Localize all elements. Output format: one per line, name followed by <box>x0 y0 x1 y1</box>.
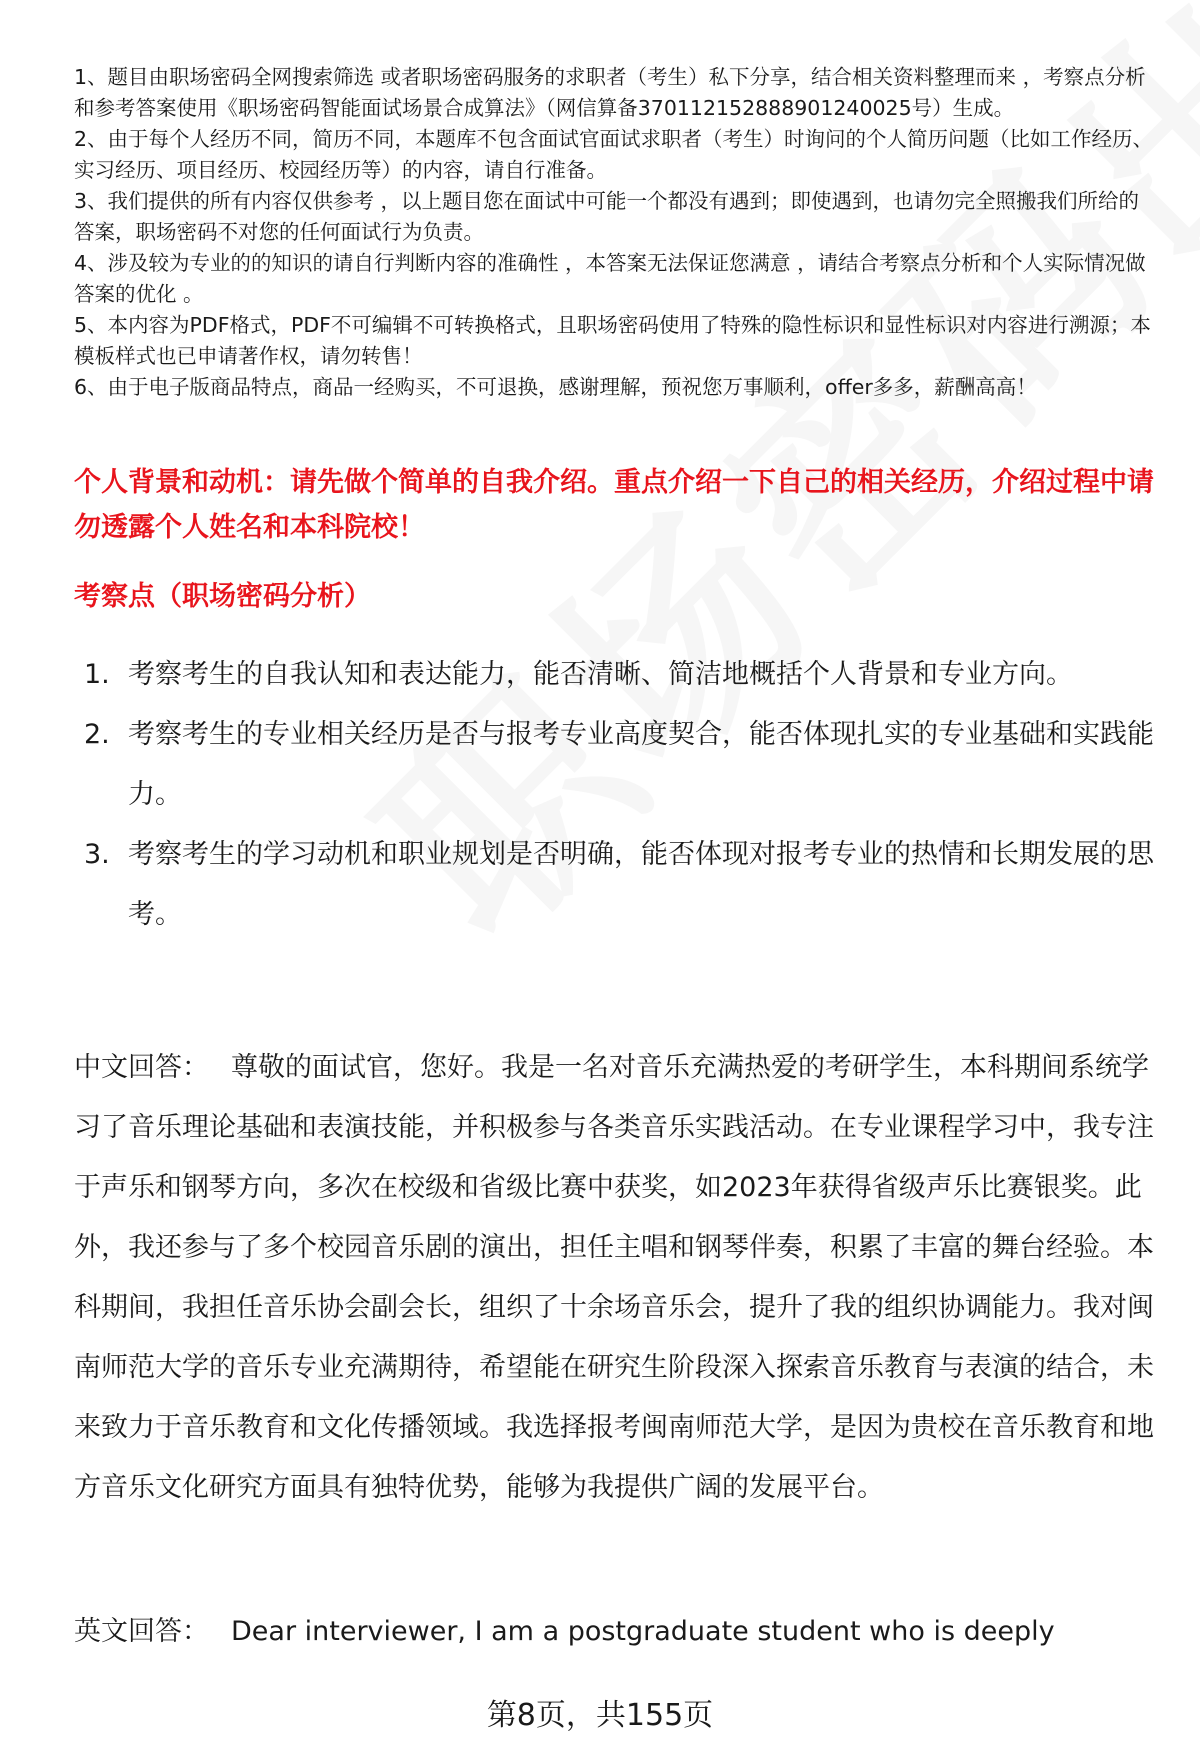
list-number: 2. <box>84 719 110 750</box>
list-item <box>84 645 1154 705</box>
chinese-answer <box>74 1038 1158 1518</box>
list-item <box>84 705 1154 825</box>
disclaimer-block <box>74 62 1154 403</box>
list-text: 考察考生的自我认知和表达能力，能否清晰、简洁地概括个人背景和专业方向。 <box>128 659 1073 690</box>
disclaimer-item: 6、由于电子版商品特点，商品一经购买，不可退换，感谢理解，预祝您万事顺利，offer多多，薪酬高高！ <box>74 375 1037 399</box>
disclaimer-item: 2、由于每个人经历不同，简历不同，本题库不包含面试官面试求职者（考生）时询问的个人简历问题（比如工作经历、实习经历、项目经历、校园经历等）的内容，请自行准备。 <box>74 127 1154 182</box>
english-answer <box>74 1612 1158 1652</box>
disclaimer-item: 5、本内容为PDF格式，PDF不可编辑不可转换格式，且职场密码使用了特殊的隐性标识和显性标识对内容进行溯源；本模板样式也已申请著作权，请勿转售！ <box>74 313 1151 368</box>
section-title: 考察点（职场密码分析） <box>74 581 371 612</box>
chinese-answer-text: 尊敬的面试官，您好。我是一名对音乐充满热爱的考研学生，本科期间系统学习了音乐理论基础和表演技能，并积极参与各类音乐实践活动。在专业课程学习中，我专注于声乐和钢琴方向，多次在校级和省级比赛中获奖，如2023年获得省级声乐比赛银奖。此外，我还参与了多个校园音乐剧的演出，担任主唱和钢琴伴奏，积累了丰富的舞台经验。本科期间，我担任音乐协会副会长，组织了十余场音乐会，提升了我的组织协调能力。我对闽南师范大学的音乐专业充满期待，希望能在研究生阶段深入探索音乐教育与表演的结合，未来致力于音乐教育和文化传播领域。我选择报考闽南师范大学，是因为贵校在音乐教育和地方音乐文化研究方面具有独特优势，能够为我提供广阔的发展平台。 <box>74 1052 1154 1503</box>
english-answer-text: Dear interviewer, I am a postgraduate student who is deeply <box>231 1616 1055 1647</box>
english-answer-label: 英文回答： <box>74 1616 209 1647</box>
chinese-answer-label: 中文回答： <box>74 1052 209 1083</box>
list-text: 考察考生的专业相关经历是否与报考专业高度契合，能否体现扎实的专业基础和实践能力。 <box>128 719 1154 810</box>
page-number: 第8页，共155页 <box>486 1698 714 1733</box>
assessment-points <box>84 645 1154 945</box>
list-text: 考察考生的学习动机和职业规划是否明确，能否体现对报考专业的热情和长期发展的思考。 <box>128 839 1154 930</box>
disclaimer-item: 3、我们提供的所有内容仅供参考 ，以上题目您在面试中可能一个都没有遇到；即使遇到，也请勿完全照搬我们所给的答案，职场密码不对您的任何面试行为负责。 <box>74 189 1140 244</box>
list-number: 3. <box>84 839 110 870</box>
question-heading: 个人背景和动机：请先做个简单的自我介绍。重点介绍一下自己的相关经历，介绍过程中请勿透露个人姓名和本科院校！ <box>74 467 1154 543</box>
disclaimer-item: 1、题目由职场密码全网搜索筛选 或者职场密码服务的求职者（考生）私下分享，结合相关资料整理而来 ，考察点分析和参考答案使用《职场密码智能面试场景合成算法》（网信算备370112152888901240025号）生成。 <box>74 65 1146 120</box>
list-item <box>84 825 1154 945</box>
list-number: 1. <box>84 659 110 690</box>
disclaimer-item: 4、涉及较为专业的的知识的请自行判断内容的准确性 ，本答案无法保证您满意 ，请结合考察点分析和个人实际情况做答案的优化 。 <box>74 251 1146 306</box>
